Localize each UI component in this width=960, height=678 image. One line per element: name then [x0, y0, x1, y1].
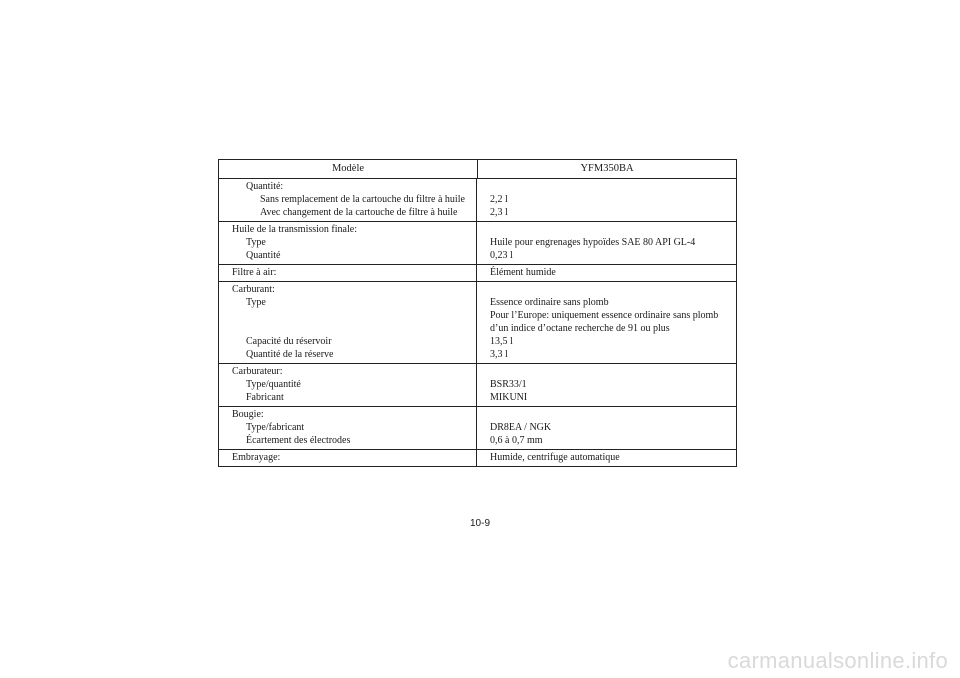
spec-label: Bougie:	[232, 409, 264, 420]
table-row	[219, 282, 736, 364]
spec-label-cell	[219, 179, 477, 221]
spec-label: Type	[246, 297, 266, 308]
spec-value	[477, 223, 736, 236]
spec-label: Quantité	[246, 250, 281, 261]
spec-label-cell	[219, 450, 477, 466]
spec-label: Avec changement de la cartouche de filtre à huile	[260, 207, 458, 218]
spec-label: Écartement des électrodes	[246, 435, 351, 446]
spec-label: Type/fabricant	[246, 422, 305, 433]
spec-label: Carburant:	[232, 284, 275, 295]
spec-value-cell	[477, 364, 736, 406]
spec-value: DR8EA / NGK	[490, 422, 552, 433]
table-header-row	[219, 160, 736, 179]
spec-value: Élément humide	[490, 267, 556, 278]
spec-label: Quantité:	[246, 181, 284, 192]
spec-value: Humide, centrifuge automatique	[490, 452, 620, 463]
spec-value	[477, 408, 736, 421]
watermark: carmanualsonline.info	[727, 648, 948, 673]
spec-value	[477, 283, 736, 296]
spec-value	[477, 365, 736, 378]
spec-label: Carburateur:	[232, 366, 283, 377]
spec-value: BSR33/1	[490, 379, 527, 390]
spec-label: Embrayage:	[232, 452, 281, 463]
table-row	[219, 179, 736, 222]
table-body	[219, 179, 736, 466]
spec-label: Huile de la transmission finale:	[232, 224, 357, 235]
spec-value: d’un indice d’octane recherche de 91 ou plus	[490, 323, 670, 334]
spec-value: 2,2 l	[490, 194, 508, 205]
table-row	[219, 222, 736, 265]
spec-label-cell	[219, 265, 477, 281]
table-row	[219, 364, 736, 407]
table-row	[219, 265, 736, 282]
header-model-label: Modèle	[219, 160, 478, 178]
spec-value: 13,5 l	[490, 336, 513, 347]
spec-value-cell	[477, 179, 736, 221]
spec-value: 0,6 à 0,7 mm	[490, 435, 543, 446]
spec-label: Filtre à air:	[232, 267, 277, 278]
spec-value: MIKUNI	[490, 392, 528, 403]
spec-label	[219, 309, 476, 322]
spec-value: 2,3 l	[490, 207, 508, 218]
spec-value-cell	[477, 222, 736, 264]
spec-label-cell	[219, 282, 477, 363]
spec-label	[219, 322, 476, 335]
table-row	[219, 407, 736, 450]
spec-label: Type	[246, 237, 266, 248]
spec-value-cell	[477, 282, 736, 363]
spec-value-cell	[477, 265, 736, 281]
spec-value-cell	[477, 450, 736, 466]
spec-table	[218, 159, 737, 467]
spec-value: Essence ordinaire sans plomb	[490, 297, 609, 308]
spec-label-cell	[219, 407, 477, 449]
table-row	[219, 450, 736, 466]
spec-value: Huile pour engrenages hypoïdes SAE 80 API GL-4	[490, 237, 696, 248]
spec-value: 3,3 l	[490, 349, 508, 360]
spec-label: Capacité du réservoir	[246, 336, 332, 347]
spec-label: Sans remplacement de la cartouche du filtre à huile	[260, 194, 465, 205]
spec-value-cell	[477, 407, 736, 449]
spec-value: Pour l’Europe: uniquement essence ordinaire sans plomb	[490, 310, 719, 321]
spec-label-cell	[219, 222, 477, 264]
page-number: 10-9	[469, 518, 490, 529]
spec-label: Quantité de la réserve	[246, 349, 334, 360]
spec-value: 0,23 l	[490, 250, 513, 261]
spec-value	[477, 180, 736, 193]
spec-label: Fabricant	[246, 392, 284, 403]
spec-label-cell	[219, 364, 477, 406]
spec-label: Type/quantité	[246, 379, 301, 390]
header-model-value: YFM350BA	[580, 163, 634, 174]
